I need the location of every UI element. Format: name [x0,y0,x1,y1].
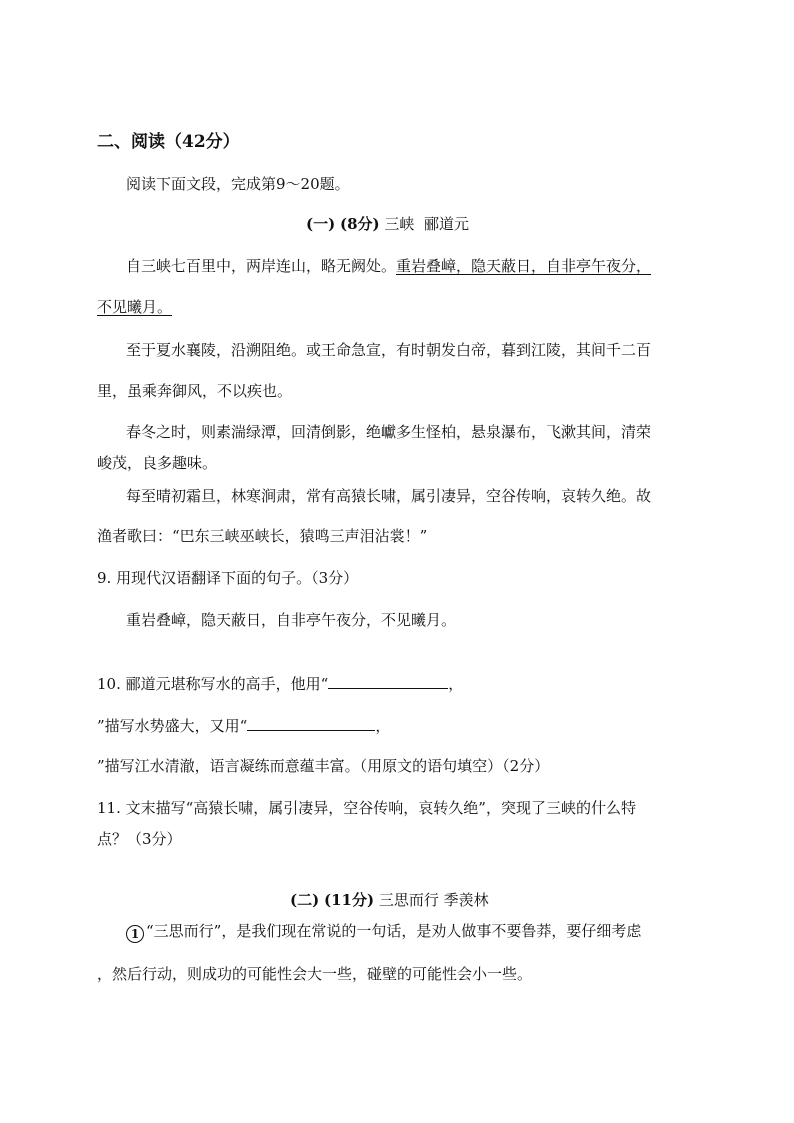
question-10-line3: ”描写江水清澈，语言凝练而意蕴丰富。（用原文的语句填空）（2分） [97,757,550,775]
question-10-line1 [97,674,463,694]
passage1-number: (一) [306,215,336,233]
question-11-line2: 点？（3分） [97,830,182,848]
question-9-prompt: 9. 用现代汉语翻译下面的句子。（3分） [97,569,359,587]
passage2-score: (11分) [323,891,375,909]
passage2-heading [290,890,489,910]
question-9-sentence: 重岩叠嶂，隐天蔽日，自非亭午夜分，不见曦月。 [126,611,457,629]
question-11-line1: 11. 文末描写“高猿长啸，属引凄异，空谷传响，哀转久绝”，突现了三峡的什么特 [97,799,636,817]
answer-blank-2[interactable] [247,716,375,731]
passage1-p1-underlined: 重岩叠嶂，隐天蔽日，自非亭午夜分， [396,257,652,275]
question-10-line2-text: ”描写水势盛大，又用“ [97,717,248,735]
reading-instruction: 阅读下面文段，完成第9～20题。 [126,175,350,193]
passage1-paragraph3-line1: 春冬之时，则素湍绿潭，回清倒影，绝巘多生怪柏，悬泉瀑布，飞漱其间，清荣 [126,423,652,441]
passage2-paragraph1-line1 [126,921,641,943]
answer-blank-1[interactable] [328,674,448,689]
question-10-line2-suffix: ， [375,717,391,735]
passage1-paragraph4-line1: 每至晴初霜旦，林寒涧肃，常有高猿长啸，属引凄异，空谷传响，哀转久绝。故 [126,487,652,505]
passage1-paragraph2-line2: 里，虽乘奔御风，不以疾也。 [97,382,293,400]
passage1-author: 郦道元 [423,215,469,233]
passage1-paragraph1-line2: 不见曦月。 [97,298,173,316]
question-10-line2 [97,716,390,736]
passage2-author: 季羡林 [443,891,489,909]
passage1-paragraph4-line2: 渔者歌曰：“巴东三峡巫峡长，猿鸣三声泪沾裳！” [97,527,428,545]
passage2-paragraph1-line2: ，然后行动，则成功的可能性会大一些，碰壁的可能性会小一些。 [97,965,533,983]
passage1-heading [306,214,469,234]
passage1-paragraph2-line1: 至于夏水襄陵，沿溯阻绝。或王命急宣，有时朝发白帝，暮到江陵，其间千二百 [126,341,652,359]
section-title: 二、阅读（42分） [97,132,240,152]
question-10-line1-text: 10. 郦道元堪称写水的高手，他用“ [97,675,329,693]
passage1-title: 三峡 [384,215,415,233]
passage1-p1-plain: 自三峡七百里中，两岸连山，略无阙处。 [126,257,397,275]
passage2-title: 三思而行 [378,891,439,909]
passage1-paragraph1-line1 [126,256,651,276]
passage2-p1-text: “三思而行”，是我们现在常说的一句话，是劝人做事不要鲁莽，要仔细考虑 [146,922,642,940]
passage1-score: (8分) [339,215,380,233]
passage1-paragraph3-line2: 峻茂，良多趣味。 [97,454,218,472]
passage2-number: (二) [290,891,320,909]
question-10-line1-suffix: ， [448,675,464,693]
paragraph-number-badge: 1 [126,925,144,943]
